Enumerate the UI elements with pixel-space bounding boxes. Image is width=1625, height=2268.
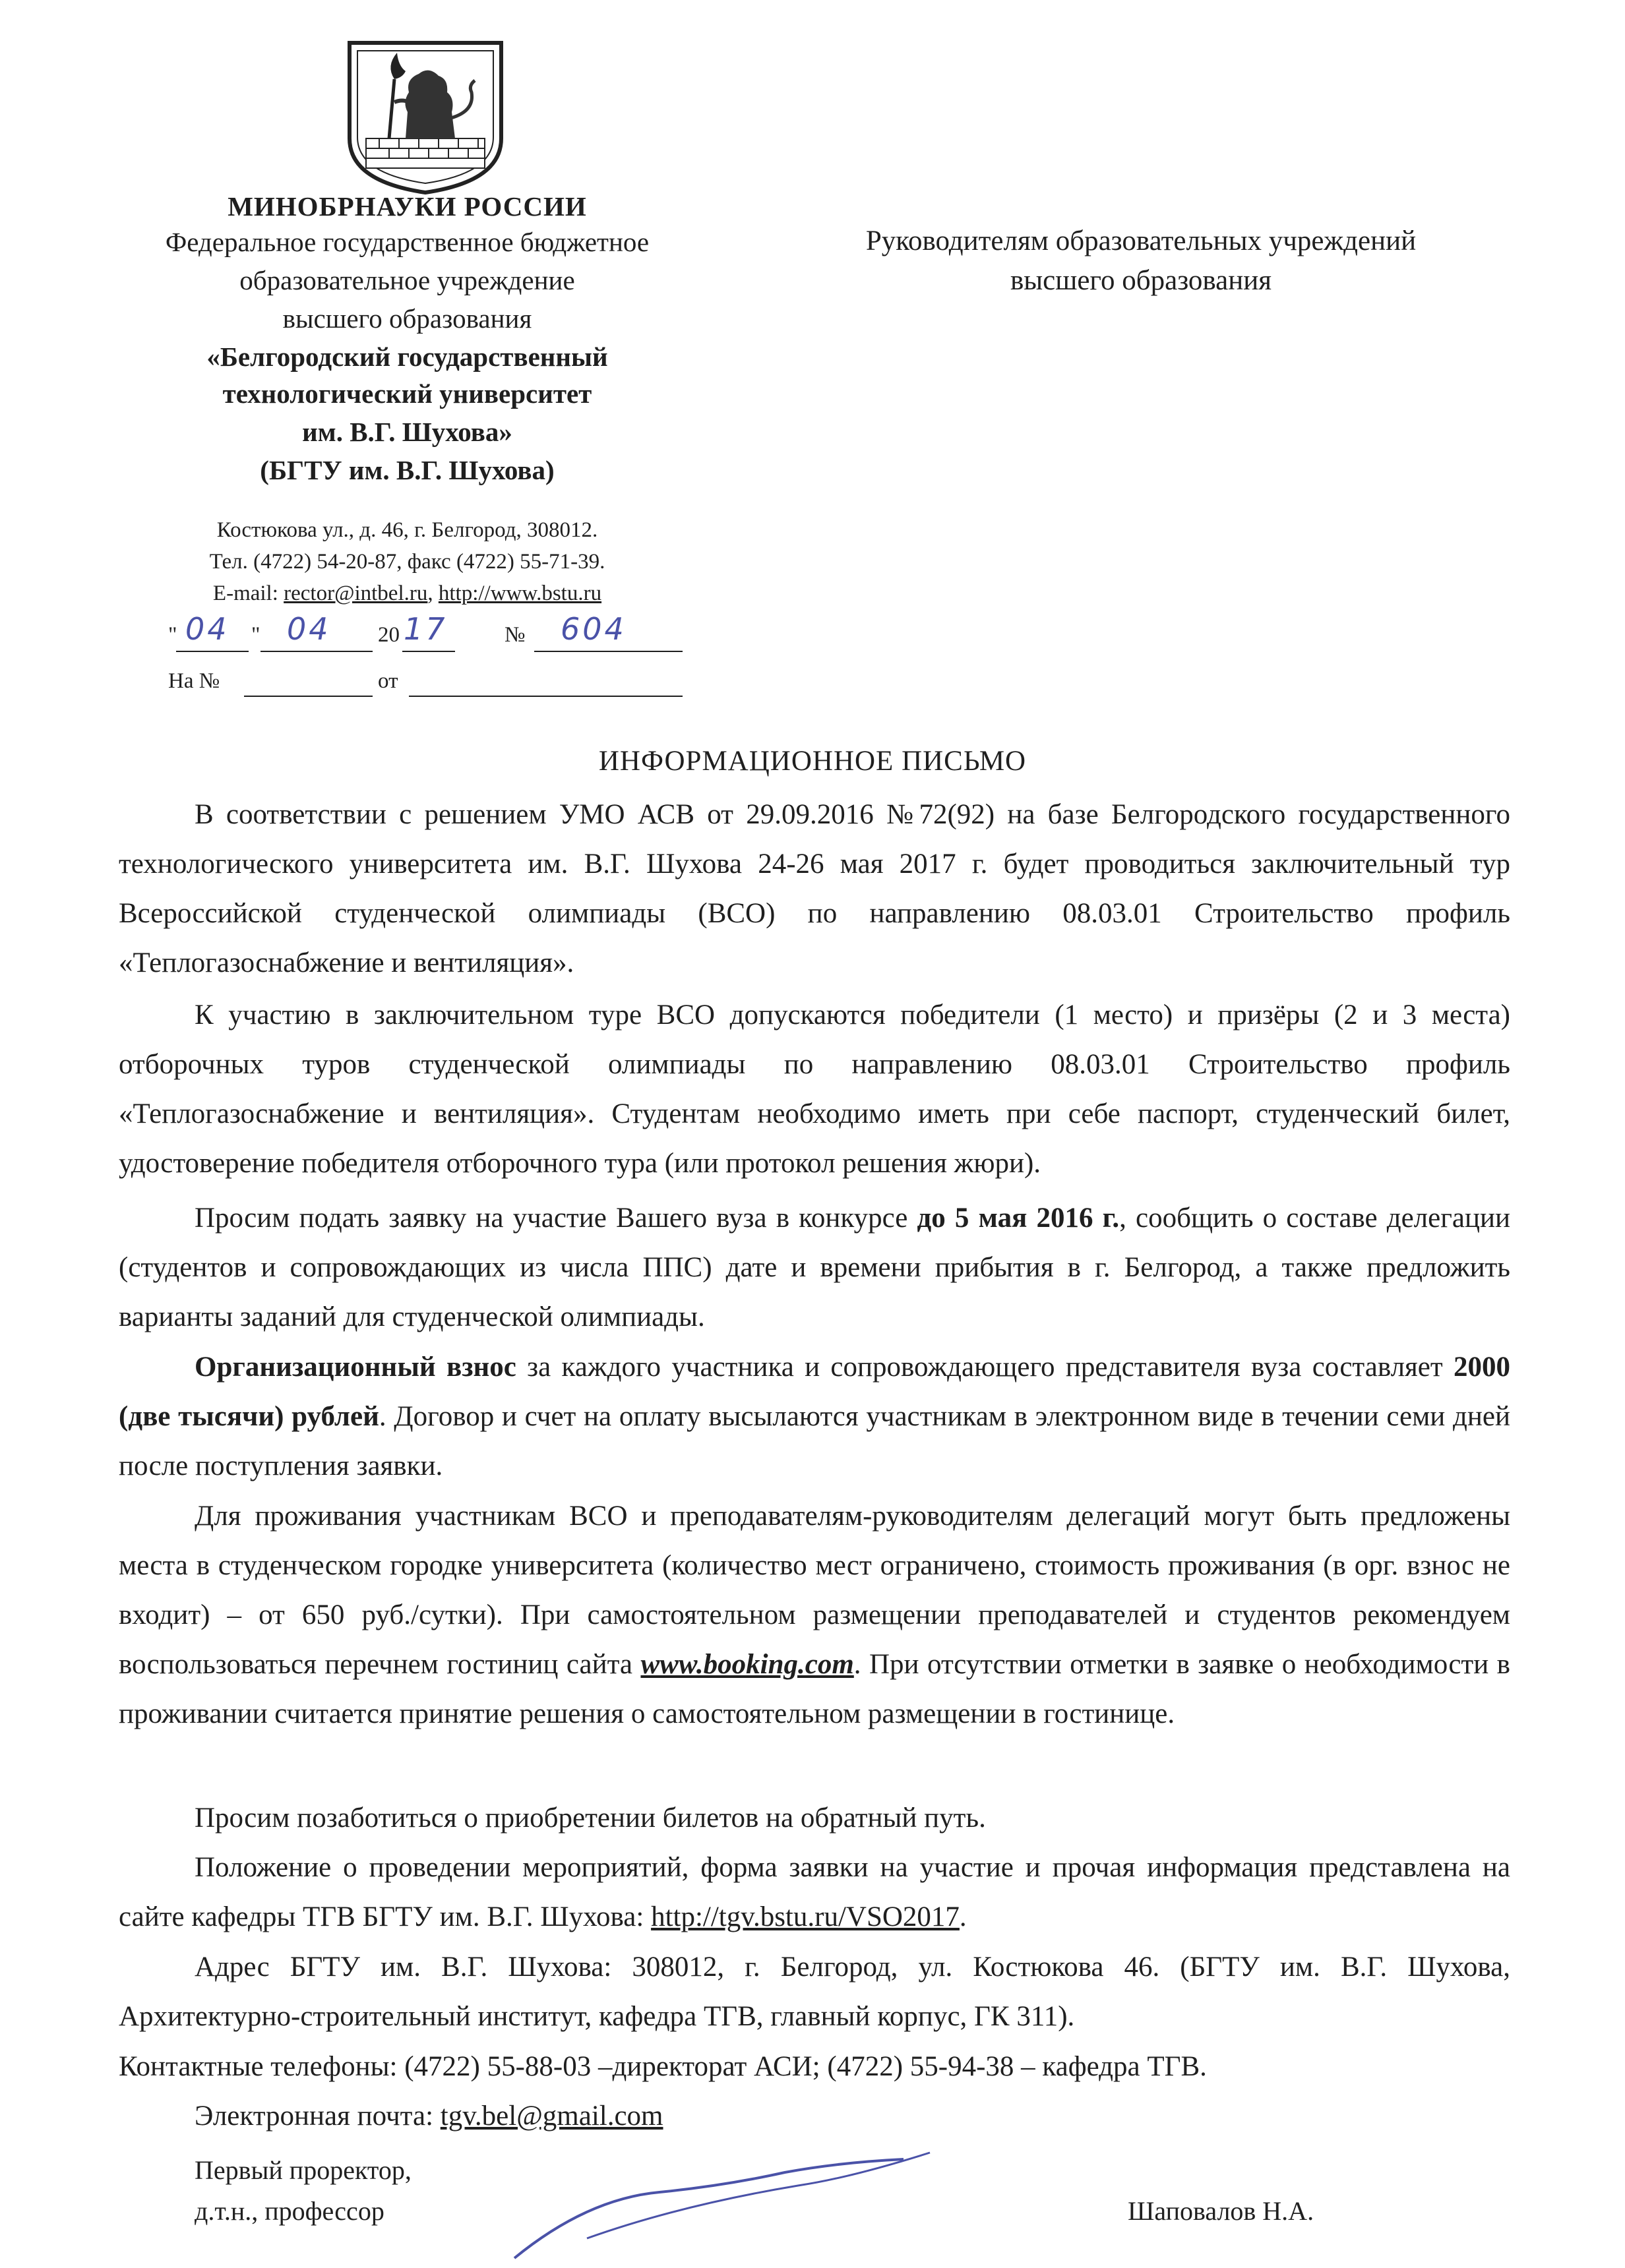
postal-address: Костюкова ул., д. 46, г. Белгород, 308012. xyxy=(216,518,598,542)
email-label: E-mail: xyxy=(212,582,284,605)
signatory-name: Шаповалов Н.А. xyxy=(1128,2196,1314,2226)
reg-number-label: № xyxy=(505,623,526,647)
paragraph-eligibility: К участию в заключительном туре ВСО допускаются победители (1 место) и призёры (2 и 3 места) отборочных туров студенческой олимпиады по направлению 08.03.01 Строительство профиль «Теплогазоснабжение и вентиляция». Студентам необходимо иметь при себе паспорт, студенческий билет, удостоверение победителя отборочного тура (или протокол решения жюри). xyxy=(119,1000,1510,1179)
reg-year-field xyxy=(402,611,455,652)
department-email-link[interactable]: tgv.bel@gmail.com xyxy=(440,2101,663,2132)
contact-phones: Контактные телефоны: (4722) 55-88-03 –директорат АСИ; (4722) 55-94-38 – кафедра ТГВ. xyxy=(119,2051,1207,2082)
response-no-field xyxy=(244,669,373,697)
rector-email-link[interactable]: rector@intbel.ru xyxy=(284,582,428,605)
contact-email-site xyxy=(99,578,716,609)
response-date-field xyxy=(409,669,683,697)
paragraph-info-site: Положение о проведении мероприятий, форма заявки на участие и прочая информация представлена на сайте кафедры ТГВ БГТУ им. В.Г. Шухова: http://tgv.bstu.ru/VSO2017. xyxy=(119,1852,1510,1932)
fee-amount: 2000 (две тысячи) рублей xyxy=(119,1352,1511,1432)
coat-of-arms-emblem xyxy=(343,40,508,194)
paragraph-address: Адрес БГТУ им. В.Г. Шухова: 308012, г. Белгород, ул. Костюкова 46. (БГТУ им. В.Г. Шухова, Архитектурно-строительный институт, кафедра ТГВ, главный корпус, ГК 311). xyxy=(119,1952,1510,2032)
olympiad-site-link[interactable]: http://tgv.bstu.ru/VSO2017 xyxy=(651,1901,960,1932)
response-reference-line xyxy=(168,669,683,709)
reg-year: 17 xyxy=(404,611,448,647)
separator: , xyxy=(427,582,439,605)
org-type-line-3: высшего образования xyxy=(282,303,532,334)
reg-month: 04 xyxy=(287,611,331,647)
university-site-link[interactable]: http://www.bstu.ru xyxy=(438,582,602,605)
addressee-line-1: Руководителям образовательных учреждений xyxy=(865,225,1417,256)
university-name-line-1: «Белгородский государственный xyxy=(206,342,608,372)
phone-fax: Тел. (4722) 54-20-87, факс (4722) 55-71-39. xyxy=(209,550,605,574)
paragraph-registration-fee: Организационный взнос за каждого участника и сопровождающего представителя вуза составляет 2000 (две тысячи) рублей. Договор и счет на оплату высылаются участникам в электронном виде в течении семи дней после поступления заявки. xyxy=(119,1352,1511,1481)
booking-link[interactable]: www.booking.com xyxy=(640,1649,854,1680)
university-short-name: (БГТУ им. В.Г. Шухова) xyxy=(260,455,555,485)
deadline-date: до 5 мая 2016 г. xyxy=(917,1203,1120,1234)
university-name-line-3: им. В.Г. Шухова» xyxy=(302,417,512,447)
signatory-position-1: Первый проректор, xyxy=(195,2155,412,2185)
registration-line: " 04 " 04 20 17 № 604 xyxy=(168,616,683,663)
handwritten-signature xyxy=(508,2146,936,2265)
org-type-line-2: образовательное учреждение xyxy=(239,265,575,295)
paragraph-tickets: Просим позаботиться о приобретении билетов на обратный путь. xyxy=(195,1803,986,1834)
reg-number-field xyxy=(534,611,683,652)
paragraph-application-deadline: Просим подать заявку на участие Вашего вуза в конкурсе до 5 мая 2016 г., сообщить о составе делегации (студентов и сопровождающих из числа ППС) дате и времени прибытия в г. Белгород, а также предложить варианты заданий для студенческой олимпиады. xyxy=(119,1203,1510,1332)
ministry-name: МИНОБРНАУКИ РОССИИ xyxy=(228,191,587,222)
org-type-line-1: Федеральное государственное бюджетное xyxy=(165,227,650,257)
reg-day-field xyxy=(176,611,249,652)
reg-number: 604 xyxy=(561,611,627,647)
fee-heading: Организационный взнос xyxy=(195,1352,516,1383)
reg-month-field xyxy=(261,611,373,652)
addressee-line-2: высшего образования xyxy=(1010,265,1272,296)
document-title: ИНФОРМАЦИОННОЕ ПИСЬМО xyxy=(598,746,1027,777)
response-from-label: от xyxy=(378,669,398,693)
signatory-position-2: д.т.н., профессор xyxy=(195,2196,384,2226)
response-no-label: На № xyxy=(168,669,220,693)
addressee xyxy=(778,222,1504,301)
reg-year-prefix: 20 xyxy=(378,623,400,647)
paragraph-accommodation: Для проживания участникам ВСО и преподавателям-руководителям делегаций могут быть предложены места в студенческом городке университета (количество мест ограничено, стоимость проживания (в орг. взнос не входит) – от 650 руб./сутки). При самостоятельном размещении преподавателей и студентов рекомендуем воспользоваться перечнем гостиниц сайта www.booking.com. При отсутствии отметки в заявке о необходимости в проживании считается принятие решения о самостоятельном размещении в гостинице. xyxy=(119,1501,1510,1729)
reg-day: 04 xyxy=(185,611,230,647)
contact-email: Электронная почта: tgv.bel@gmail.com xyxy=(195,2101,663,2132)
paragraph-announcement: В соответствии с решением УМО АСВ от 29.09.2016 №72(92) на базе Белгородского государственного технологического университета им. В.Г. Шухова 24-26 мая 2017 г. будет проводиться заключительный тур Всероссийской студенческой олимпиады (ВСО) по направлению 08.03.01 Строительство профиль «Теплогазоснабжение и вентиляция». xyxy=(119,799,1510,978)
university-name-line-2: технологический университет xyxy=(222,378,592,409)
